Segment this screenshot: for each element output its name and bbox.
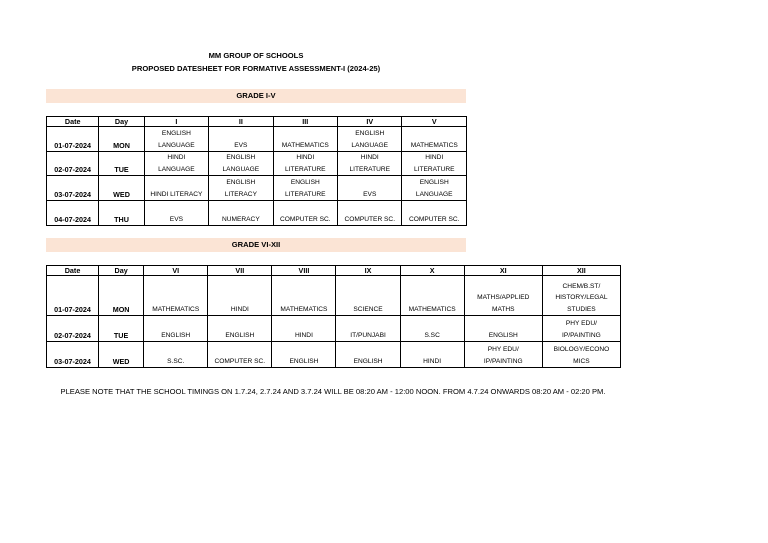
subject-line: MATHEMATICS [280, 305, 328, 313]
column-header: IX [336, 266, 400, 276]
subject-cell [144, 127, 208, 152]
subject-line: MATHEMATICS [410, 141, 458, 149]
subject-line: ENGLISH [161, 331, 191, 339]
column-header: XII [542, 266, 620, 276]
day-cell: MON [99, 276, 144, 316]
subject-line: LANGUAGE [351, 141, 389, 149]
subject-cell [209, 176, 273, 201]
subject-cell [402, 152, 467, 176]
column-header: I [144, 117, 208, 127]
subject-line: S.SC. [167, 357, 185, 365]
subject-cell [542, 342, 620, 368]
subject-cell [272, 316, 336, 342]
column-header: XI [464, 266, 542, 276]
subject-line: MATHEMATICS [408, 305, 456, 313]
table-row [47, 127, 467, 152]
column-header: II [209, 117, 273, 127]
day-cell: TUE [99, 152, 144, 176]
day-cell: TUE [99, 316, 144, 342]
subject-line: CHEM/B.ST/ [562, 282, 601, 290]
day-cell: THU [99, 201, 144, 226]
subject-cell [209, 127, 273, 152]
subject-cell [209, 201, 273, 226]
table-row [47, 276, 621, 316]
subject-line: ENGLISH [488, 331, 518, 339]
column-header: IV [338, 117, 402, 127]
subject-cell [144, 176, 208, 201]
subject-line: HINDI [230, 305, 249, 313]
subject-cell [144, 342, 208, 368]
column-header: Date [47, 117, 99, 127]
subject-cell [273, 176, 337, 201]
subject-line: COMPUTER SC. [280, 215, 331, 223]
column-header: V [402, 117, 467, 127]
subject-cell [402, 127, 467, 152]
date-cell: 03-07-2024 [47, 176, 99, 201]
subject-line: ENGLISH [289, 357, 319, 365]
subject-line: MATHS [491, 305, 515, 313]
date-cell: 02-07-2024 [47, 316, 99, 342]
subject-cell [464, 276, 542, 316]
subject-line: HINDI [423, 357, 442, 365]
table-row [47, 201, 467, 226]
table-header-row [47, 266, 621, 276]
subject-cell [336, 316, 400, 342]
subject-cell [400, 342, 464, 368]
subject-line: ENGLISH [353, 357, 383, 365]
date-cell: 04-07-2024 [47, 201, 99, 226]
subject-line: ENGLISH [161, 130, 191, 137]
column-header: Day [99, 266, 144, 276]
subject-cell [144, 276, 208, 316]
subject-line: HISTORY/LEGAL [555, 294, 608, 301]
subject-line: EVS [363, 190, 377, 198]
subject-cell [144, 316, 208, 342]
subject-cell [208, 316, 272, 342]
subject-cell [464, 342, 542, 368]
subject-line: SCIENCE [353, 305, 383, 313]
table-row [47, 316, 621, 342]
day-cell: MON [99, 127, 144, 152]
subject-line: HINDI [360, 154, 379, 161]
subject-line: LITERATURE [285, 165, 326, 173]
subject-cell [144, 201, 208, 226]
subject-cell [273, 152, 337, 176]
column-header: III [273, 117, 337, 127]
subject-cell [542, 276, 620, 316]
subject-cell [400, 276, 464, 316]
subject-cell [464, 316, 542, 342]
column-header: Date [47, 266, 99, 276]
subject-cell [144, 152, 208, 176]
timings-note: PLEASE NOTE THAT THE SCHOOL TIMINGS ON 1.7.24, 2.7.24 AND 3.7.24 WILL BE 08:20 AM - 12:00 NOON. FROM 4.7.24 ONWARDS 08:20 AM - 02:20 PM. [60, 387, 606, 396]
subject-line: MICS [573, 357, 590, 365]
subject-line: IP/PAINTING [562, 331, 601, 339]
subject-cell [208, 276, 272, 316]
subject-cell [542, 316, 620, 342]
subject-line: LITERATURE [285, 190, 326, 198]
subject-line: HINDI [167, 154, 186, 161]
subject-line: COMPUTER SC. [408, 215, 460, 223]
subject-line: HINDI [425, 154, 444, 161]
subject-line: LITERACY [224, 190, 257, 198]
subject-line: NUMERACY [221, 215, 260, 223]
subject-line: IP/PAINTING [483, 357, 523, 365]
day-cell: WED [99, 176, 144, 201]
column-header: X [400, 266, 464, 276]
table-row [47, 342, 621, 368]
datesheet-table-grade-i-v [46, 116, 467, 226]
column-header: VI [144, 266, 208, 276]
column-header: Day [99, 117, 144, 127]
subject-cell [338, 127, 402, 152]
subject-cell [336, 276, 400, 316]
table-header-row [47, 117, 467, 127]
subject-line: MATHEMATICS [281, 141, 329, 149]
table-row [47, 152, 467, 176]
table-row [47, 176, 467, 201]
subject-line: HINDI LITERACY [150, 190, 203, 198]
subject-cell [400, 316, 464, 342]
subject-line: LANGUAGE [158, 165, 195, 173]
datesheet-table-grade-vi-xii [46, 265, 621, 368]
subject-line: ENGLISH [355, 130, 385, 137]
subject-line: ENGLISH [226, 154, 256, 161]
column-header: VII [208, 266, 272, 276]
subject-cell [208, 342, 272, 368]
document-title: PROPOSED DATESHEET FOR FORMATIVE ASSESSMENT-I (2024-25) [131, 64, 381, 73]
subject-line: STUDIES [567, 305, 596, 313]
date-cell: 01-07-2024 [47, 127, 99, 152]
date-cell: 01-07-2024 [47, 276, 99, 316]
subject-cell [338, 152, 402, 176]
subject-line: IT/PUNJABI [350, 331, 386, 339]
subject-line: COMPUTER SC. [214, 357, 266, 365]
subject-line: HINDI [294, 331, 313, 339]
subject-cell [338, 201, 402, 226]
school-name: MM GROUP OF SCHOOLS [208, 51, 304, 60]
subject-line: LITERATURE [349, 165, 391, 173]
subject-cell [273, 201, 337, 226]
section-heading-grade-vi-xii: GRADE VI-XII [46, 238, 466, 252]
subject-line: ENGLISH [419, 179, 449, 186]
subject-line: EVS [234, 141, 248, 149]
subject-line: LANGUAGE [158, 141, 195, 149]
subject-line: ENGLISH [290, 179, 320, 186]
date-cell: 03-07-2024 [47, 342, 99, 368]
date-cell: 02-07-2024 [47, 152, 99, 176]
subject-line: EVS [169, 215, 183, 223]
subject-cell [209, 152, 273, 176]
subject-cell [402, 176, 467, 201]
subject-line: LANGUAGE [415, 190, 453, 198]
subject-cell [272, 342, 336, 368]
subject-line: BIOLOGY/ECONO [553, 346, 610, 353]
subject-line: PHY EDU/ [565, 320, 597, 327]
column-header: VIII [272, 266, 336, 276]
subject-line: MATHS/APPLIED [477, 294, 530, 301]
subject-cell [272, 276, 336, 316]
subject-line: ENGLISH [225, 331, 255, 339]
day-cell: WED [99, 342, 144, 368]
subject-line: ENGLISH [226, 179, 256, 186]
subject-cell [336, 342, 400, 368]
subject-cell [338, 176, 402, 201]
subject-line: COMPUTER SC. [344, 215, 396, 223]
subject-line: HINDI [296, 154, 315, 161]
subject-line: LANGUAGE [222, 165, 260, 173]
subject-line: S.SC [424, 331, 440, 339]
section-heading-grade-i-v: GRADE I-V [46, 89, 466, 103]
subject-cell [273, 127, 337, 152]
subject-line: MATHEMATICS [152, 305, 200, 313]
subject-line: PHY EDU/ [487, 346, 519, 353]
subject-cell [402, 201, 467, 226]
subject-line: LITERATURE [413, 165, 455, 173]
